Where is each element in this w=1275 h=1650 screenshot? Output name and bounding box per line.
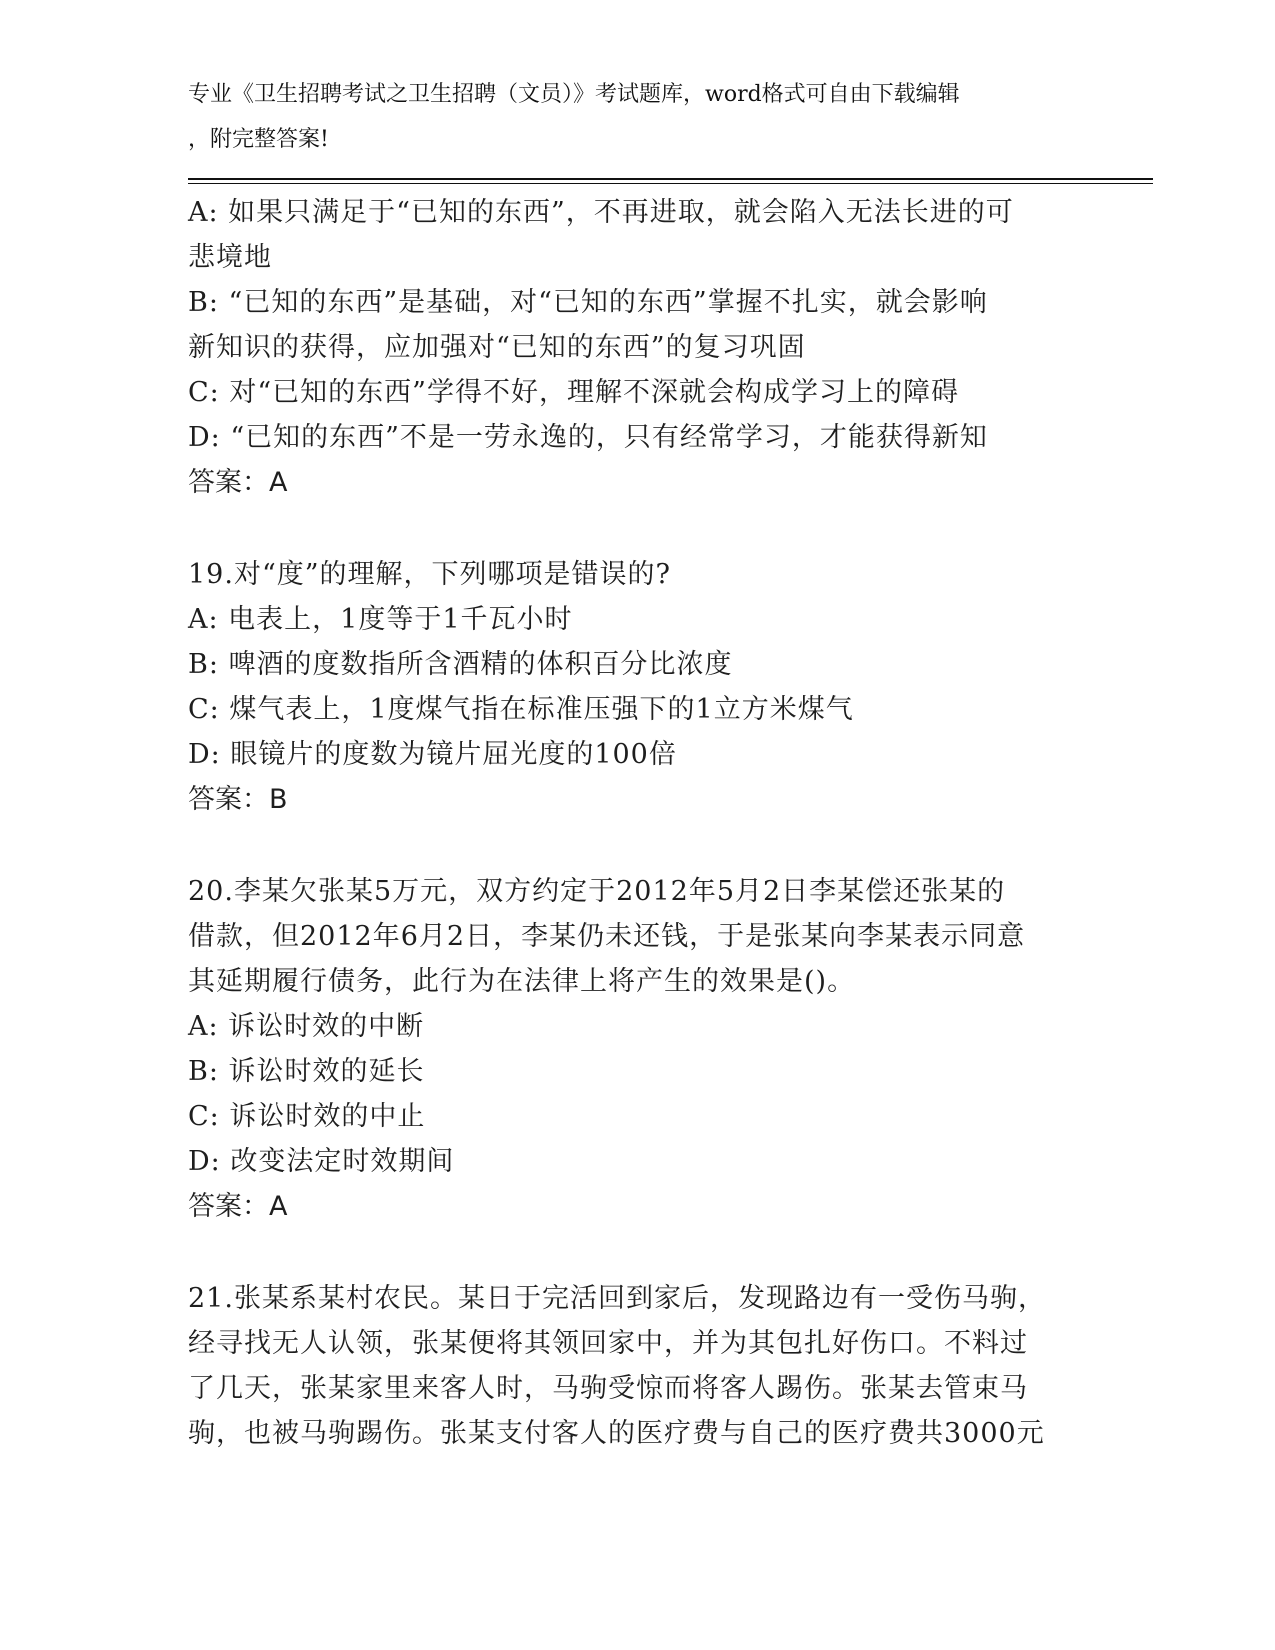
q20-option-a: A: 诉讼时效的中断 [188,1011,425,1042]
q18-option-b-line-2: 新知识的获得，应加强对“已知的东西”的复习巩固 [188,332,806,363]
spacer [188,822,1088,869]
q18-option-d: D: “已知的东西”不是一劳永逸的，只有经常学习，才能获得新知 [188,422,988,453]
q18-answer: 答案：A [188,467,288,498]
q21-question-line-3: 了几天，张某家里来客人时，马驹受惊而将客人踢伤。张某去管束马 [188,1373,1028,1404]
q19-option-c: C: 煤气表上，1度煤气指在标准压强下的1立方米煤气 [188,694,854,725]
q18-option-a-line-1: A: 如果只满足于“已知的东西”，不再进取，就会陷入无法长进的可 [188,197,1014,228]
question-20-block [188,869,1088,1229]
q21-question-line-1: 21.张某系某村农民。某日于完活回到家后，发现路边有一受伤马驹， [188,1283,1046,1314]
q20-option-d: D: 改变法定时效期间 [188,1146,455,1177]
q18-option-c: C: 对“已知的东西”学得不好，理解不深就会构成学习上的障碍 [188,377,959,408]
spacer [188,1229,1088,1276]
header-line-1: 专业《卫生招聘考试之卫生招聘（文员）》考试题库，word格式可自由下载编辑 [188,82,960,107]
question-21-block [188,1276,1088,1456]
q18-option-a-line-2: 悲境地 [188,242,272,273]
question-list [188,190,1088,1456]
q19-option-b: B: 啤酒的度数指所含酒精的体积百分比浓度 [188,649,733,680]
q19-option-a: A: 电表上，1度等于1千瓦小时 [188,604,573,635]
document-header [188,72,1078,162]
q20-question-line-2: 借款，但2012年6月2日，李某仍未还钱，于是张某向李某表示同意 [188,921,1026,952]
header-rule-thin [188,183,1153,184]
q20-option-c: C: 诉讼时效的中止 [188,1101,426,1132]
q21-question-line-4: 驹，也被马驹踢伤。张某支付客人的医疗费与自己的医疗费共3000元 [188,1418,1045,1449]
header-rule-thick [188,178,1153,180]
question-18-block [188,190,1088,505]
q20-answer: 答案：A [188,1191,288,1222]
q21-question-line-2: 经寻找无人认领，张某便将其领回家中，并为其包扎好伤口。不料过 [188,1328,1028,1359]
q20-question-line-3: 其延期履行债务，此行为在法律上将产生的效果是()。 [188,966,856,997]
q19-option-d: D: 眼镜片的度数为镜片屈光度的100倍 [188,739,677,770]
header-line-2: ，附完整答案! [188,127,329,152]
q18-option-b-line-1: B: “已知的东西”是基础，对“已知的东西”掌握不扎实，就会影响 [188,287,988,318]
q19-answer: 答案：B [188,784,288,815]
q20-option-b: B: 诉讼时效的延长 [188,1056,425,1087]
q20-question-line-1: 20.李某欠张某5万元，双方约定于2012年5月2日李某偿还张某的 [188,876,1006,907]
q19-question: 19.对“度”的理解，下列哪项是错误的? [188,559,672,590]
question-19-block [188,552,1088,822]
spacer [188,505,1088,552]
